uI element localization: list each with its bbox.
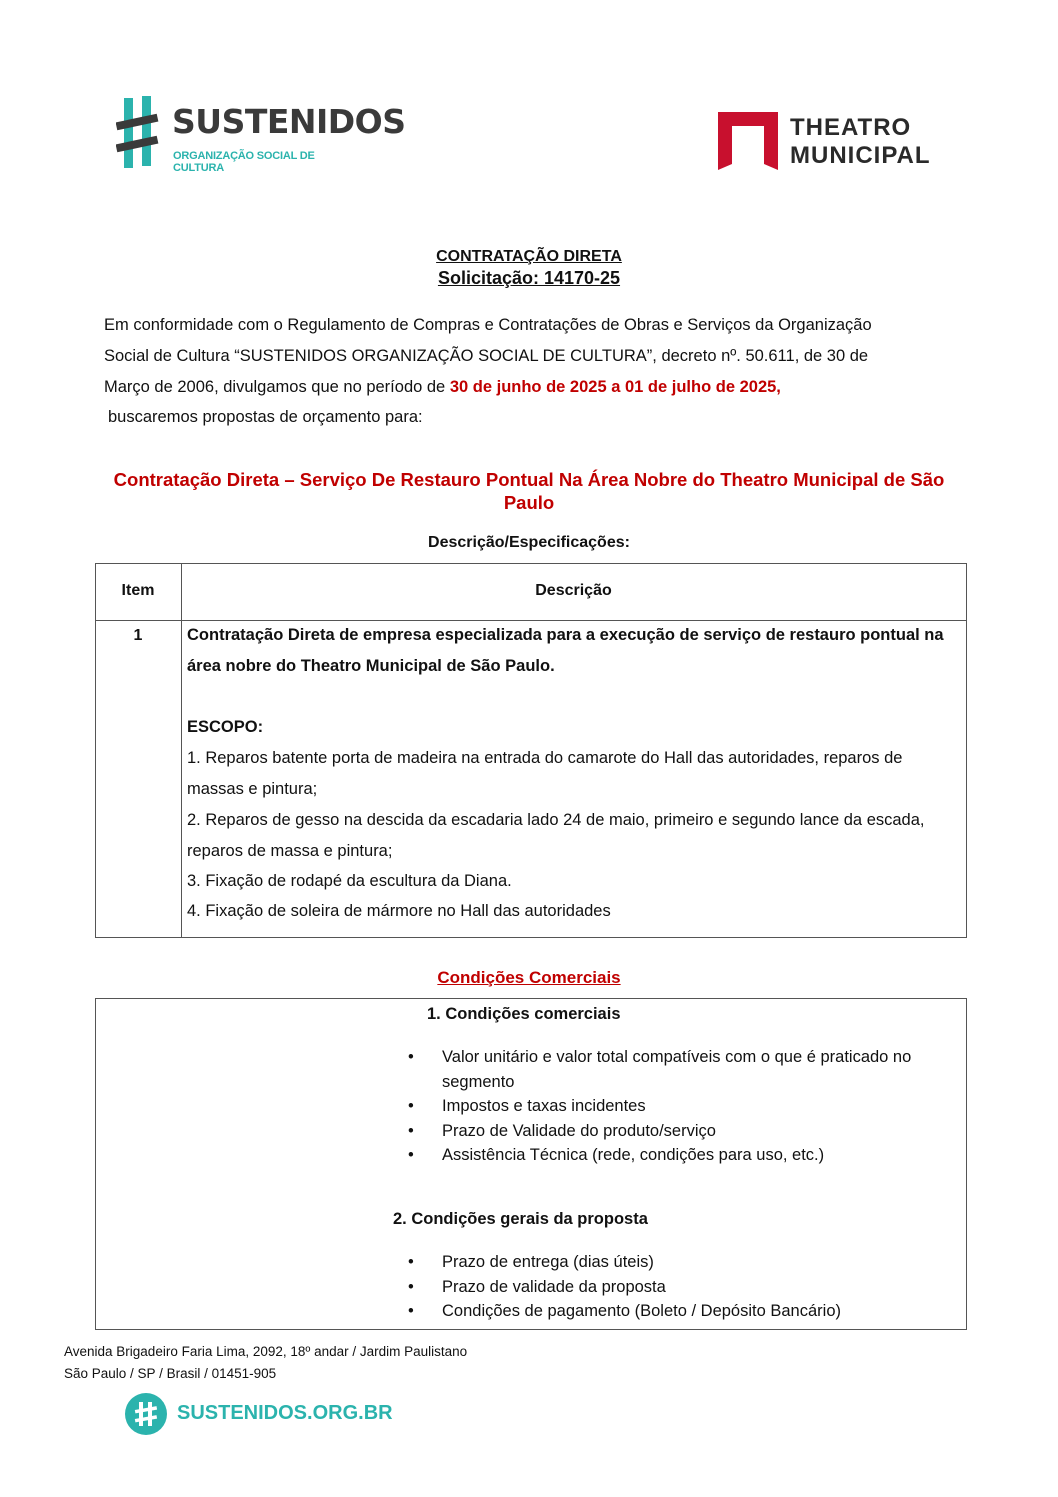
theatro-municipal-logo — [716, 108, 956, 174]
list-item: • Valor unitário e valor total compatíveis com o que é praticado no segmento — [408, 1045, 956, 1094]
brand-tagline: ORGANIZAÇÃO SOCIAL DE CULTURA — [173, 150, 315, 174]
section2-list — [408, 1250, 956, 1324]
footer-address-1: Avenida Brigadeiro Faria Lima, 2092, 18º andar / Jardim Paulistano — [64, 1344, 468, 1359]
bullet-icon: • — [408, 1048, 414, 1066]
scope-item-4: 4. Fixação de soleira de mármore no Hall das autoridades — [187, 902, 611, 920]
scope-label: ESCOPO: — [187, 718, 264, 736]
theatro-line1: THEATRO — [790, 114, 912, 141]
hash-circle-icon — [125, 1393, 167, 1435]
bullet-icon: • — [408, 1146, 414, 1164]
list-item: • Impostos e taxas incidentes — [408, 1094, 956, 1119]
spec-heading: Descrição/Especificações: — [428, 534, 630, 551]
list-item: • Assistência Técnica (rede, condições para uso, etc.) — [408, 1143, 956, 1168]
list-item: • Prazo de Validade do produto/serviço — [408, 1119, 956, 1144]
footer-site: SUSTENIDOS.ORG.BR — [177, 1402, 393, 1424]
intro-line-2: Social de Cultura “SUSTENIDOS ORGANIZAÇÃO SOCIAL DE CULTURA”, decreto nº. 50.611, de 30 de — [104, 347, 869, 365]
bullet-icon: • — [408, 1302, 414, 1320]
bullet-icon: • — [408, 1277, 414, 1296]
scope-item-3: 3. Fixação de rodapé da escultura da Diana. — [187, 872, 512, 890]
intro-line-3-prefix: Março de 2006, divulgamos que no período de — [104, 378, 450, 396]
bullet-icon: • — [408, 1253, 414, 1271]
footer-address-2: São Paulo / SP / Brasil / 01451-905 — [64, 1366, 277, 1381]
bullet-icon: • — [408, 1121, 414, 1140]
intro-period: 30 de junho de 2025 a 01 de julho de 2025, — [449, 378, 781, 396]
row-item-number: 1 — [133, 627, 143, 644]
col-header-description: Descrição — [535, 582, 612, 599]
bullet-icon: • — [408, 1097, 414, 1115]
brand-name: SUSTENIDOS — [172, 102, 406, 141]
theatro-arch-icon — [716, 108, 780, 172]
scope-item-1: 1. Reparos batente porta de madeira na entrada do camarote do Hall das autoridades, reparos de massas e pintura; — [187, 749, 903, 798]
row-description: Contratação Direta de empresa especializada para a execução de serviço de restauro pontual na área nobre do Theatro Municipal de São Paulo. — [187, 626, 944, 675]
col-header-item: Item — [121, 582, 155, 599]
list-item: • Prazo de validade da proposta — [408, 1275, 956, 1300]
intro-line-1: Em conformidade com o Regulamento de Compras e Contratações de Obras e Serviços da Organização — [104, 316, 872, 334]
list-item: • Prazo de entrega (dias úteis) — [408, 1250, 956, 1275]
footer-site-logo — [125, 1392, 393, 1436]
section2-title: 2. Condições gerais da proposta — [393, 1210, 648, 1228]
service-headline: Contratação Direta – Serviço De Restauro Pontual Na Área Nobre do Theatro Municipal de São Paulo — [113, 469, 945, 513]
sustenidos-logo — [116, 94, 406, 174]
conditions-title: Condições Comerciais — [437, 968, 621, 987]
intro-line-4: buscaremos propostas de orçamento para: — [108, 408, 423, 426]
section1-list — [408, 1045, 956, 1168]
scope-item-2: 2. Reparos de gesso na descida da escadaria lado 24 de maio, primeiro e segundo lance da escada, reparos de massa e pintura; — [187, 811, 925, 860]
theatro-line2: MUNICIPAL — [790, 142, 931, 169]
section1-title: 1. Condições comerciais — [427, 1005, 621, 1023]
intro-line-3 — [104, 372, 954, 403]
request-number: Solicitação: 14170-25 — [437, 268, 621, 288]
doc-title: CONTRATAÇÃO DIRETA — [436, 248, 622, 265]
list-item: • Condições de pagamento (Boleto / Depósito Bancário) — [408, 1299, 956, 1324]
